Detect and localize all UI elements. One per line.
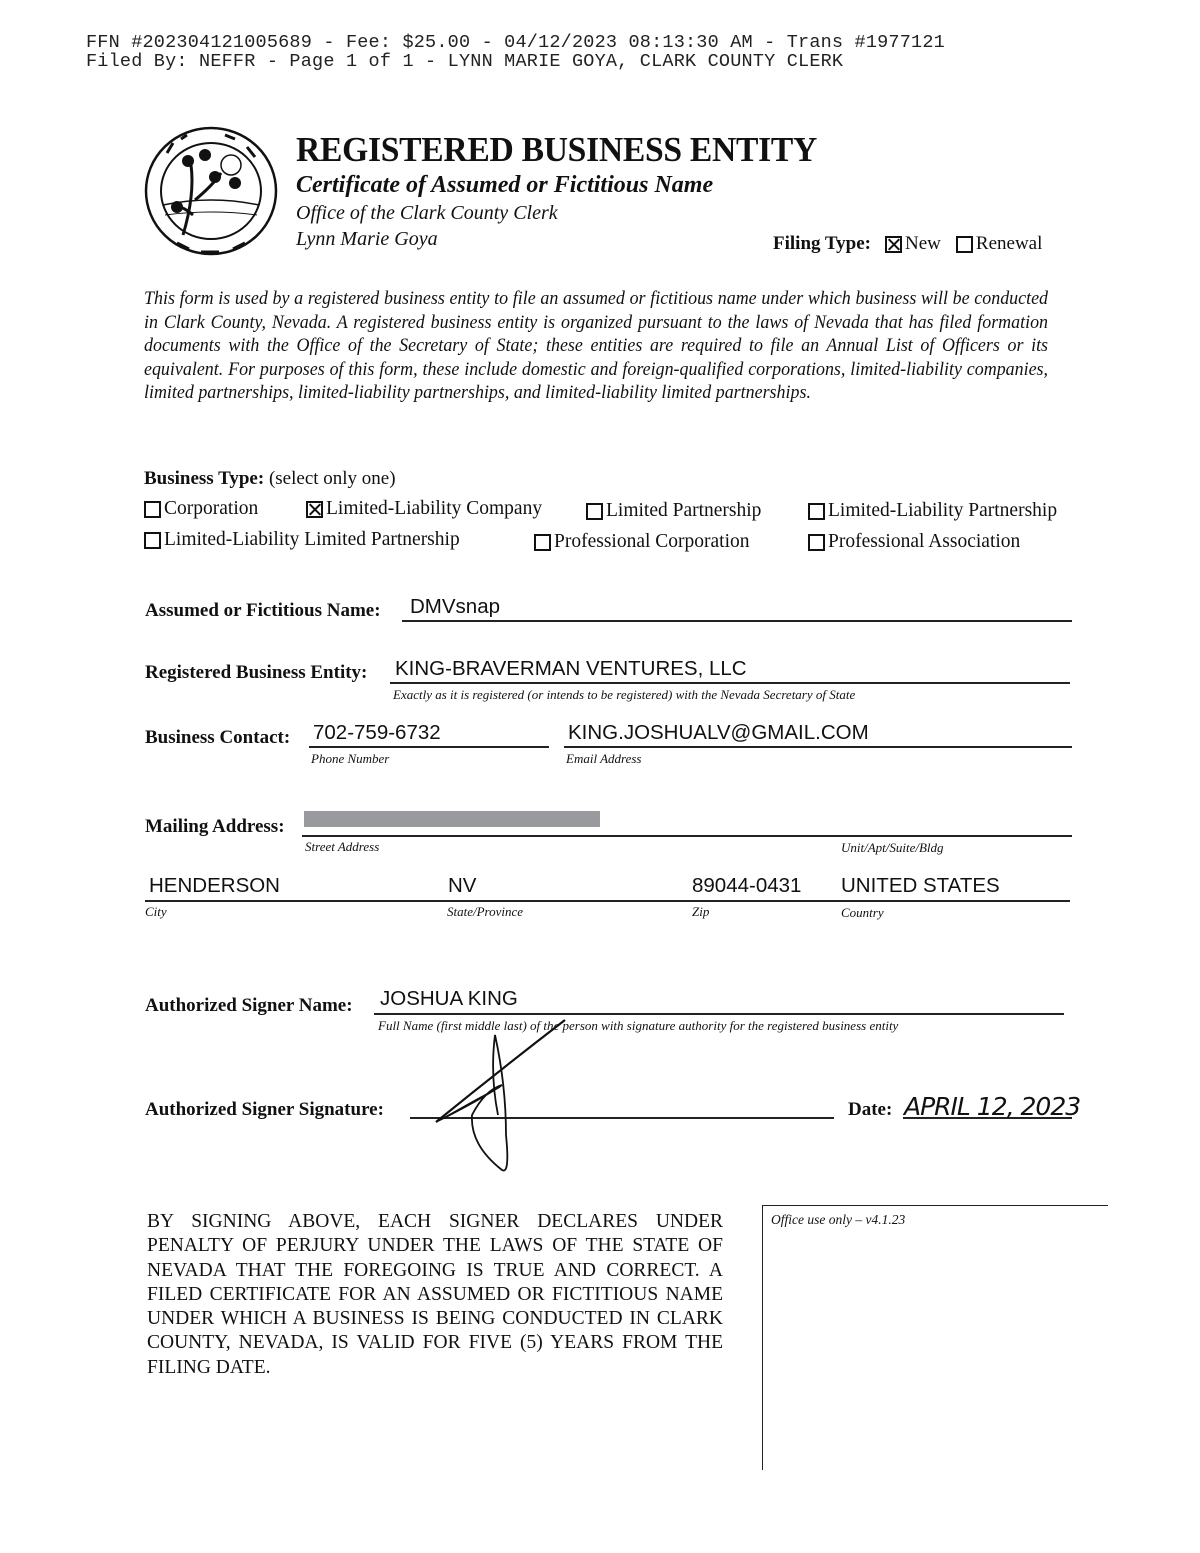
intro-paragraph: This form is used by a registered business entity to file an assumed or fictitious name under which business will be conducted in Clark County, Nevada. A registered business entity is organized pursuant to the laws of Nevada that has filed formation documents with the Office of the Secretary of State; these entities are required to file an Annual List of Officers or its equivalent. For purposes of this form, these include domestic and foreign-qualified corporations, limited-liability companies, limited partnerships, limited-liability partnerships, and limited-liability limited partnerships. xyxy=(144,289,1049,403)
signer-name-hint: Full Name (first middle last) of the person with signature authority for the registered business entity xyxy=(378,1018,899,1033)
option-label: Limited-Liability Company xyxy=(326,498,543,519)
signer-name-field[interactable]: JOSHUA KING xyxy=(380,987,518,1010)
unit-hint: Unit/Apt/Suite/Bldg xyxy=(841,840,944,855)
mailing-address-label: Mailing Address: xyxy=(145,816,285,837)
business-contact-label: Business Contact: xyxy=(145,727,291,748)
business-type-limited-partnership[interactable] xyxy=(586,500,761,522)
phone-underline xyxy=(309,746,549,748)
checkbox-empty-icon[interactable] xyxy=(144,501,161,518)
checkbox-empty-icon[interactable] xyxy=(956,236,973,253)
checkbox-empty-icon[interactable] xyxy=(808,534,825,551)
perjury-declaration: BY SIGNING ABOVE, EACH SIGNER DECLARES UNDER PENALTY OF PERJURY UNDER THE LAWS OF THE STATE OF NEVADA THAT THE FOREGOING IS TRUE AND CORRECT. A FILED CERTIFICATE FOR AN ASSUMED OR FICTITIOUS NAME UNDER WHICH A BUSINESS IS BEING CONDUCTED IN CLARK COUNTY, NEVADA, IS VALID FOR FIVE (5) YEARS FROM THE FILING DATE. xyxy=(147,1211,723,1378)
checkbox-empty-icon[interactable] xyxy=(534,534,551,551)
email-hint: Email Address xyxy=(566,751,642,766)
business-type-lllp[interactable] xyxy=(144,529,460,551)
registered-entity-field[interactable]: KING-BRAVERMAN VENTURES, LLC xyxy=(395,657,747,680)
assumed-name-label: Assumed or Fictitious Name: xyxy=(145,600,381,621)
county-seal-icon xyxy=(143,125,279,257)
option-label: Professional Corporation xyxy=(554,531,750,552)
signature-label: Authorized Signer Signature: xyxy=(145,1099,384,1120)
business-type-heading xyxy=(144,468,396,490)
business-type-corporation[interactable] xyxy=(144,498,258,520)
checkbox-checked-icon[interactable] xyxy=(306,501,323,518)
business-type-professional-corporation[interactable] xyxy=(534,531,750,553)
registered-entity-hint: Exactly as it is registered (or intends to be registered) with the Nevada Secretary of State xyxy=(393,687,856,702)
state-field[interactable]: NV xyxy=(448,874,477,897)
option-label: Corporation xyxy=(164,498,259,519)
zip-field[interactable]: 89044-0431 xyxy=(692,874,802,897)
registered-entity-label: Registered Business Entity: xyxy=(145,662,368,683)
checkbox-empty-icon[interactable] xyxy=(808,503,825,520)
office-use-box xyxy=(762,1205,1108,1470)
city-hint: City xyxy=(145,904,167,919)
business-type-label: Business Type: xyxy=(144,468,265,489)
email-field[interactable]: KING.JOSHUALV@GMAIL.COM xyxy=(568,721,869,744)
email-underline xyxy=(564,746,1072,748)
option-label: Limited-Liability Limited Partnership xyxy=(164,529,460,550)
form-title: REGISTERED BUSINESS ENTITY xyxy=(296,130,817,169)
checkbox-checked-icon[interactable] xyxy=(885,236,902,253)
option-label: Limited-Liability Partnership xyxy=(828,500,1058,521)
city-state-underline xyxy=(145,900,1070,902)
option-label: Limited Partnership xyxy=(606,500,762,521)
checkbox-empty-icon[interactable] xyxy=(586,503,603,520)
street-address-redacted[interactable] xyxy=(304,811,600,827)
zip-hint: Zip xyxy=(692,904,710,919)
business-type-llp[interactable] xyxy=(808,500,1057,522)
svg-text:APRIL 12, 2023: APRIL 12, 2023 xyxy=(904,1092,1080,1121)
country-field[interactable]: UNITED STATES xyxy=(841,874,1000,897)
city-field[interactable]: HENDERSON xyxy=(149,874,280,897)
handwritten-date-icon[interactable] xyxy=(900,1085,1080,1125)
filing-type-new-label: New xyxy=(905,233,941,254)
phone-hint: Phone Number xyxy=(311,751,390,766)
clerk-name: Lynn Marie Goya xyxy=(296,228,438,250)
filing-type xyxy=(773,233,1057,255)
option-label: Professional Association xyxy=(828,531,1021,552)
filing-type-renewal-label: Renewal xyxy=(975,233,1043,254)
signature-scribble-icon[interactable] xyxy=(420,1015,600,1185)
office-name: Office of the Clark County Clerk xyxy=(296,202,558,224)
business-type-professional-association[interactable] xyxy=(808,531,1020,553)
assumed-name-underline xyxy=(402,620,1072,622)
signer-name-label: Authorized Signer Name: xyxy=(145,995,353,1016)
office-use-label: Office use only – v4.1.23 xyxy=(771,1212,906,1227)
street-underline xyxy=(302,835,1072,837)
street-hint: Street Address xyxy=(305,839,380,854)
business-type-llc[interactable] xyxy=(306,498,542,520)
filing-stamp-line1: FFN #202304121005689 - Fee: $25.00 - 04/12/2023 08:13:30 AM - Trans #1977121 xyxy=(86,32,945,53)
filing-type-label: Filing Type: xyxy=(773,233,872,254)
registered-entity-underline xyxy=(390,682,1070,684)
state-hint: State/Province xyxy=(447,904,524,919)
form-subtitle: Certificate of Assumed or Fictitious Name xyxy=(296,172,714,198)
assumed-name-field[interactable]: DMVsnap xyxy=(410,595,501,618)
checkbox-empty-icon[interactable] xyxy=(144,532,161,549)
filing-type-renewal[interactable] xyxy=(956,233,1042,255)
business-type-instruction: (select only one) xyxy=(268,468,396,489)
country-hint: Country xyxy=(841,905,884,920)
filing-type-new[interactable] xyxy=(885,233,941,255)
filing-stamp-line2: Filed By: NEFFR - Page 1 of 1 - LYNN MARIE GOYA, CLARK COUNTY CLERK xyxy=(86,51,844,72)
phone-field[interactable]: 702-759-6732 xyxy=(313,721,441,744)
date-label: Date: xyxy=(848,1099,893,1120)
filing-stamp xyxy=(86,33,945,71)
